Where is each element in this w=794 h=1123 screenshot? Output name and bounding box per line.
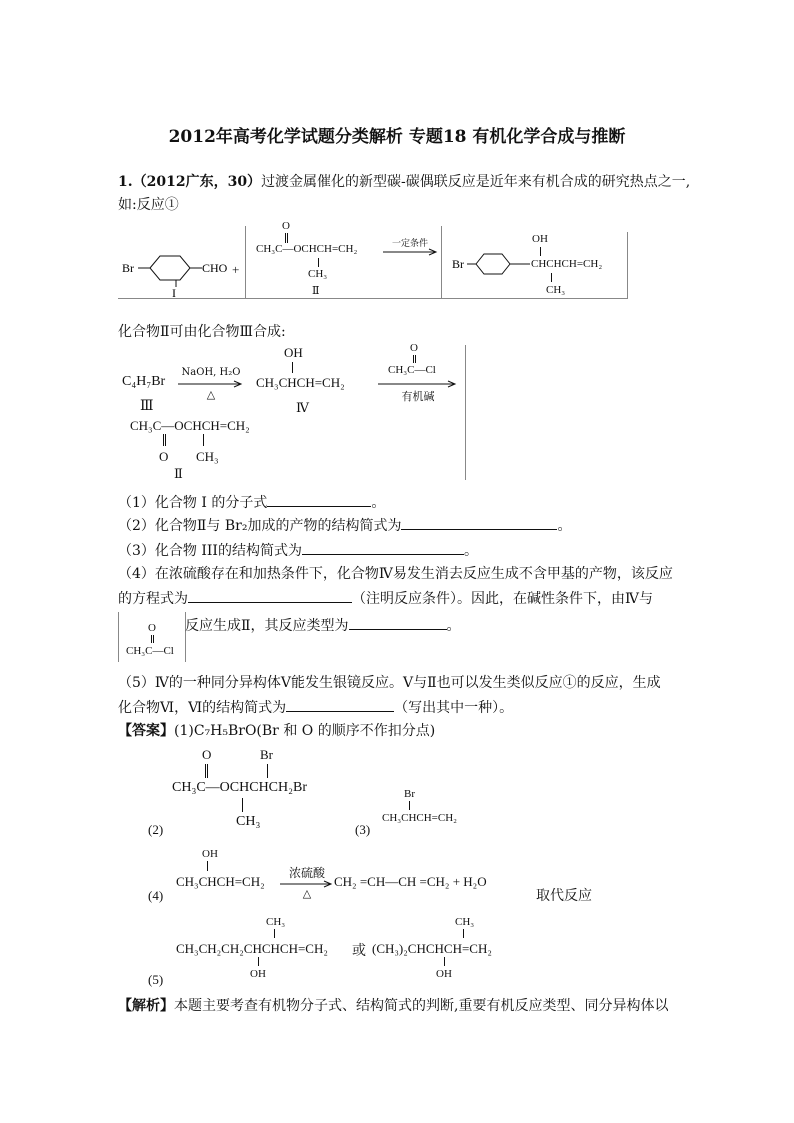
reagent-naoh: NaOH, H₂O (181, 367, 241, 378)
scheme-divider (627, 232, 628, 298)
compound-III-formula: C₄H₇Br (122, 374, 166, 389)
heat-symbol: △ (206, 388, 216, 401)
iodo-label: I (172, 286, 176, 300)
benzene-ring (150, 256, 190, 280)
reaction-condition: 一定条件 (391, 239, 428, 249)
answer-2-formula: CH₃C—OCHCHCH₂Br (172, 780, 308, 795)
reagent-sulfuric-acid: 浓硫酸 (288, 866, 325, 880)
question-text: 反应生成Ⅱ，其反应类型为 (185, 618, 349, 634)
compound-label-IV: Ⅳ (296, 400, 309, 415)
compound-label-II: Ⅱ (174, 466, 183, 481)
reaction-arrow (378, 380, 458, 388)
answer-blank[interactable] (349, 615, 447, 630)
question-1-5-line1: （5）Ⅳ的一种同分异构体Ⅴ能发生银镜反应。Ⅴ与Ⅱ也可以发生类似反应①的反应，生成 (118, 675, 661, 691)
or-label: 或 (352, 943, 366, 959)
methyl-label: CH₃ (266, 916, 286, 928)
question-1-3 (118, 540, 478, 561)
hydroxyl-bond (207, 861, 208, 871)
methyl-bond (203, 434, 204, 446)
compound-label-II: Ⅱ (312, 285, 320, 297)
carbonyl-bond (413, 355, 416, 363)
carbonyl-bond (285, 233, 288, 243)
heat-symbol: △ (302, 887, 312, 900)
question-1-1 (118, 492, 385, 513)
bromo-bond (267, 764, 268, 778)
answer-2-number: (2) (148, 822, 164, 837)
question-1-5-line2 (118, 697, 513, 718)
methyl-label: CH₃ (455, 916, 475, 928)
methyl-bond (318, 258, 319, 267)
methyl-label: CH₃ (546, 284, 566, 296)
answer-5-formula-1: CH₃CH₂CH₂CHCHCH=CH₂ (176, 941, 328, 956)
answer-label: 【答案】 (118, 723, 174, 739)
scheme-divider (465, 345, 466, 480)
plus-sign: + (232, 262, 240, 277)
question-1-4-line3 (185, 615, 461, 636)
page-title: 2012年高考化学试题分类解析 专题18 有机化学合成与推断 (168, 127, 626, 147)
question-text: 。 (371, 495, 386, 511)
hydroxyl-bond (258, 957, 259, 966)
acyl-chloride: CH₃C—Cl (388, 364, 436, 376)
bromo-label: Br (122, 261, 134, 275)
analysis-text: 本题主要考查有机物分子式、结构简式的判断,重要有机反应类型、同分异构体以 (174, 998, 669, 1014)
benzene-ring (476, 254, 510, 274)
answer-3-formula: CH₃CHCH=CH₂ (382, 812, 457, 824)
question-text: 的方程式为 (118, 591, 188, 607)
bromo-label: Br (452, 257, 464, 271)
scheme-divider (441, 226, 442, 298)
question-1-4-line2 (118, 588, 653, 609)
answer-blank[interactable] (188, 588, 352, 603)
carbonyl-oxygen: O (159, 449, 169, 464)
hydroxyl-label: OH (532, 233, 548, 245)
question-text: （注明反应条件）。因此，在碱性条件下，由Ⅳ与 (352, 591, 653, 607)
answer-4-reactant: CH₃CHCH=CH₂ (176, 874, 265, 889)
acyl-chloride: CH₃C—Cl (126, 645, 174, 657)
analysis-label: 【解析】 (118, 998, 174, 1014)
answer-blank[interactable] (286, 697, 394, 712)
acyl-oxygen: O (148, 622, 156, 634)
question-text: 。 (557, 518, 572, 534)
methyl-label: CH₃ (196, 449, 219, 464)
hydroxyl-bond (444, 957, 445, 966)
answer-4-reaction-type: 取代反应 (536, 888, 592, 904)
bromo-bond (409, 801, 410, 810)
bromo-label: Br (404, 788, 415, 800)
product-chain: CHCHCH=CH₂ (531, 258, 603, 270)
scheme-divider (118, 612, 119, 662)
methyl-bond (551, 273, 552, 282)
question-1-4-line1: （4）在浓硫酸存在和加热条件下，化合物Ⅳ易发生消去反应生成不含甲基的产物，该反应 (118, 566, 673, 582)
answer-5-number: (5) (148, 972, 164, 987)
reaction-arrow (383, 248, 439, 256)
compound-label-III: Ⅲ (140, 399, 154, 414)
methyl-label: CH₃ (308, 268, 328, 280)
question-1-intro-line2: 如:反应① (118, 197, 179, 213)
question-text: 。 (446, 618, 461, 634)
methyl-label: CH₃ (236, 814, 261, 829)
bromo-label: Br (260, 747, 273, 762)
answer-blank[interactable] (302, 540, 464, 555)
compound-IV-formula: CH₃CHCH=CH₂ (256, 375, 345, 390)
answer-4-product: CH₂ =CH—CH =CH₂ + H₂O (334, 874, 487, 889)
hydroxyl-label: OH (436, 968, 452, 980)
question-text: 化合物Ⅵ，Ⅵ的结构简式为 (118, 700, 287, 716)
organic-base: 有机碱 (401, 390, 435, 403)
analysis-line (118, 996, 668, 1016)
carbonyl-bond (151, 635, 154, 643)
question-1-source: 1.（2012广东，30） (118, 174, 262, 190)
answer-5-formula-2: (CH₃)₂CHCHCH=CH₂ (372, 941, 492, 956)
product-aryl (452, 250, 532, 282)
question-text: （3）化合物 III的结构简式为 (118, 543, 302, 559)
answer-blank[interactable] (401, 515, 557, 530)
hydroxyl-bond (540, 247, 541, 256)
question-text: （2）化合物Ⅱ与 Br₂加成的产物的结构简式为 (118, 518, 402, 534)
methyl-bond (463, 929, 464, 938)
answer-1: (1)C₇H₅BrO(Br 和 O 的顺序不作扣分点) (174, 723, 436, 739)
compound-II-formula: CH₃C—OCHCH=CH₂ (130, 418, 250, 433)
reaction-arrow (178, 380, 244, 388)
hydroxyl-label: OH (284, 345, 303, 360)
carbonyl-bond (205, 764, 208, 778)
synthesis-intro: 化合物Ⅱ可由化合物Ⅲ合成: (118, 324, 286, 340)
question-text: （写出其中一种）。 (394, 700, 514, 716)
aldehyde-label: CHO (202, 261, 228, 275)
ester-formula: CH₃C—OCHCH=CH₂ (256, 243, 358, 255)
acyl-oxygen: O (410, 342, 418, 354)
compound-I-structure (118, 242, 248, 300)
methyl-bond (274, 929, 275, 938)
hydroxyl-label: OH (202, 848, 218, 860)
question-1-2 (118, 515, 571, 536)
question-1-intro (118, 172, 690, 192)
question-1-text: 过渡金属催化的新型碳-碳偶联反应是近年来有机合成的研究热点之一, (261, 174, 691, 190)
carbonyl-bond (163, 434, 166, 446)
methyl-bond (242, 798, 243, 812)
hydroxyl-bond (292, 362, 293, 373)
answer-4-number: (4) (148, 888, 164, 903)
answer-blank[interactable] (267, 492, 371, 507)
question-text: 。 (463, 543, 478, 559)
hydroxyl-label: OH (250, 968, 266, 980)
answer-line-1 (118, 721, 435, 741)
carbonyl-oxygen: O (202, 747, 212, 762)
question-text: （1）化合物 I 的分子式 (118, 495, 268, 511)
answer-3-number: (3) (355, 822, 371, 837)
carbonyl-oxygen: O (282, 220, 290, 232)
